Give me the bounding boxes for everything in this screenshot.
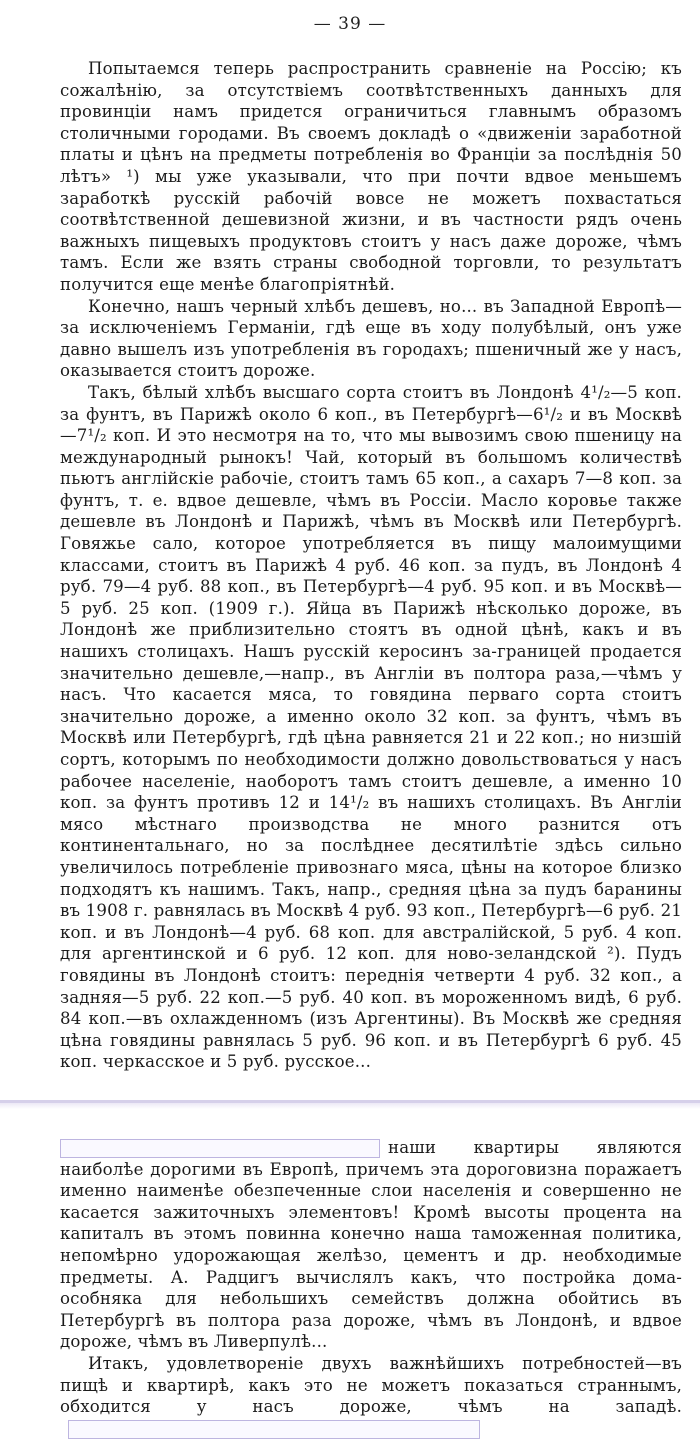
- paragraph: [60, 1137, 682, 1353]
- paragraph: Такъ, бѣлый хлѣбъ высшаго сорта стоитъ въ Лондонѣ 4¹/₂—5 коп. за фунтъ, въ Парижѣ около 6 коп., въ Петербургѣ—6¹/₂ и въ Москвѣ—7¹/₂ коп. И это несмотря на то, что мы вывозимъ свою пшеницу на международный рынокъ! Чай, который въ большомъ количествѣ пьютъ англійскіе рабочіе, стоитъ тамъ 65 коп., а сахаръ 7—8 коп. за фунтъ, т. е. вдвое дешевле, чѣмъ въ Россіи. Масло коровье также дешевле въ Лондонѣ и Парижѣ, чѣмъ въ Москвѣ или Петербургѣ. Говяжье сало, которое употребляется въ пищу малоимущими классами, стоитъ въ Парижѣ 4 руб. 46 коп. за пудъ, въ Лондонѣ 4 руб. 79—4 руб. 88 коп., въ Петербургѣ—4 руб. 95 коп. и въ Москвѣ—5 руб. 25 коп. (1909 г.). Яйца въ Парижѣ нѣсколько дороже, въ Лондонѣ же приблизительно стоятъ въ одной цѣнѣ, какъ и въ нашихъ столицахъ. Нашъ русскій керосинъ за-границей продается значительно дешевле,—напр., въ Англіи въ полтора раза,—чѣмъ у насъ. Что касается мяса, то говядина перваго сорта стоитъ значительно дороже, а именно около 32 коп. за фунтъ, чѣмъ въ Москвѣ или Петербургѣ, гдѣ цѣна равняется 21 и 22 коп.; но низшій сортъ, которымъ по необходимости должно довольствоваться у насъ рабочее населеніе, наоборотъ тамъ стоитъ дешевле, а именно 10 коп. за фунтъ противъ 12 и 14¹/₂ въ нашихъ столицахъ. Въ Англіи мясо мѣстнаго производства не много разнится отъ континентальнаго, но за послѣднее десятилѣтіе здѣсь сильно увеличилось потребленіе привознаго мяса, цѣны на которое близко подходятъ къ нашимъ. Такъ, напр., средняя цѣна за пудъ баранины въ 1908 г. равнялась въ Москвѣ 4 руб. 93 коп., Петербургѣ—6 руб. 21 коп. и въ Лондонѣ—4 руб. 68 коп. для австралійской, 5 руб. 4 коп. для аргентинской и 6 руб. 12 коп. для ново-зеландской ²). Пудъ говядины въ Лондонѣ стоитъ: переднія четверти 4 руб. 32 коп., а задняя—5 руб. 22 коп.—5 руб. 40 коп. въ мороженномъ видѣ, 6 руб. 84 коп.—въ охлажденномъ (изъ Аргентины). Въ Москвѣ же средняя цѣна говядины равнялась 5 руб. 96 коп. и въ Петербургѣ 6 руб. 45 коп. черкасское и 5 руб. русское...: [60, 382, 682, 1072]
- paragraph: Попытаемся теперь распространить сравненіе на Россію; къ сожалѣнію, за отсутствіемъ соотвѣтственныхъ данныхъ для провинціи намъ придется ограничиться главнымъ образомъ столичными городами. Въ своемъ докладѣ о «движеніи заработной платы и цѣнъ на предметы потребленія во Франціи за послѣднія 50 лѣтъ» ¹) мы уже указывали, что при почти вдвое меньшемъ заработкѣ русскій рабочій вовсе не можетъ похвастаться соотвѣтственной дешевизной жизни, и въ частности рядъ очень важныхъ пищевыхъ продуктовъ стоитъ у насъ даже дороже, чѣмъ тамъ. Если же взять страны свободной торговли, то результатъ получится еще менѣе благопріятнѣй.: [60, 59, 682, 294]
- page-break-shadow: [0, 1103, 700, 1109]
- paragraph-text: Итакъ, удовлетвореніе двухъ важнѣйшихъ потребностей—въ пищѣ и квартирѣ, какъ это не можетъ показаться страннымъ, обходится у насъ дороже, чѣмъ на западѣ.: [60, 1353, 682, 1417]
- page-number: — 39 —: [313, 14, 387, 34]
- paragraph: [60, 1353, 682, 1439]
- text-block-upper: [60, 58, 682, 1073]
- paragraph-continuation: наши квартиры являются наиболѣе дорогими въ Европѣ, причемъ эта дороговизна поражаетъ именно наименѣе обезпеченные слои населенія и совершенно не касается зажиточныхъ элементовъ! Кромѣ высоты процента на капиталъ въ этомъ повинна конечно наша таможенная политика, непомѣрно удорожающая желѣзо, цементъ и др. необходимые предметы. А. Радцигъ вычислялъ какъ, что постройка дома-особняка для небольшихъ семействъ должна обойтись въ Петербургѣ въ полтора раза дороже, чѣмъ въ Лондонѣ, и вдвое дороже, чѣмъ въ Ливерпулѣ...: [60, 1138, 682, 1352]
- text-block-lower: [60, 1137, 682, 1439]
- redaction-box: [68, 1420, 480, 1439]
- paragraph: Конечно, нашъ черный хлѣбъ дешевъ, но... въ Западной Европѣ—за исключеніемъ Германіи, гдѣ еще въ ходу полубѣлый, онъ уже давно вышелъ изъ употребленія въ городахъ; пшеничный же у насъ, оказывается стоитъ дороже.: [60, 296, 682, 381]
- redaction-box: [60, 1139, 380, 1158]
